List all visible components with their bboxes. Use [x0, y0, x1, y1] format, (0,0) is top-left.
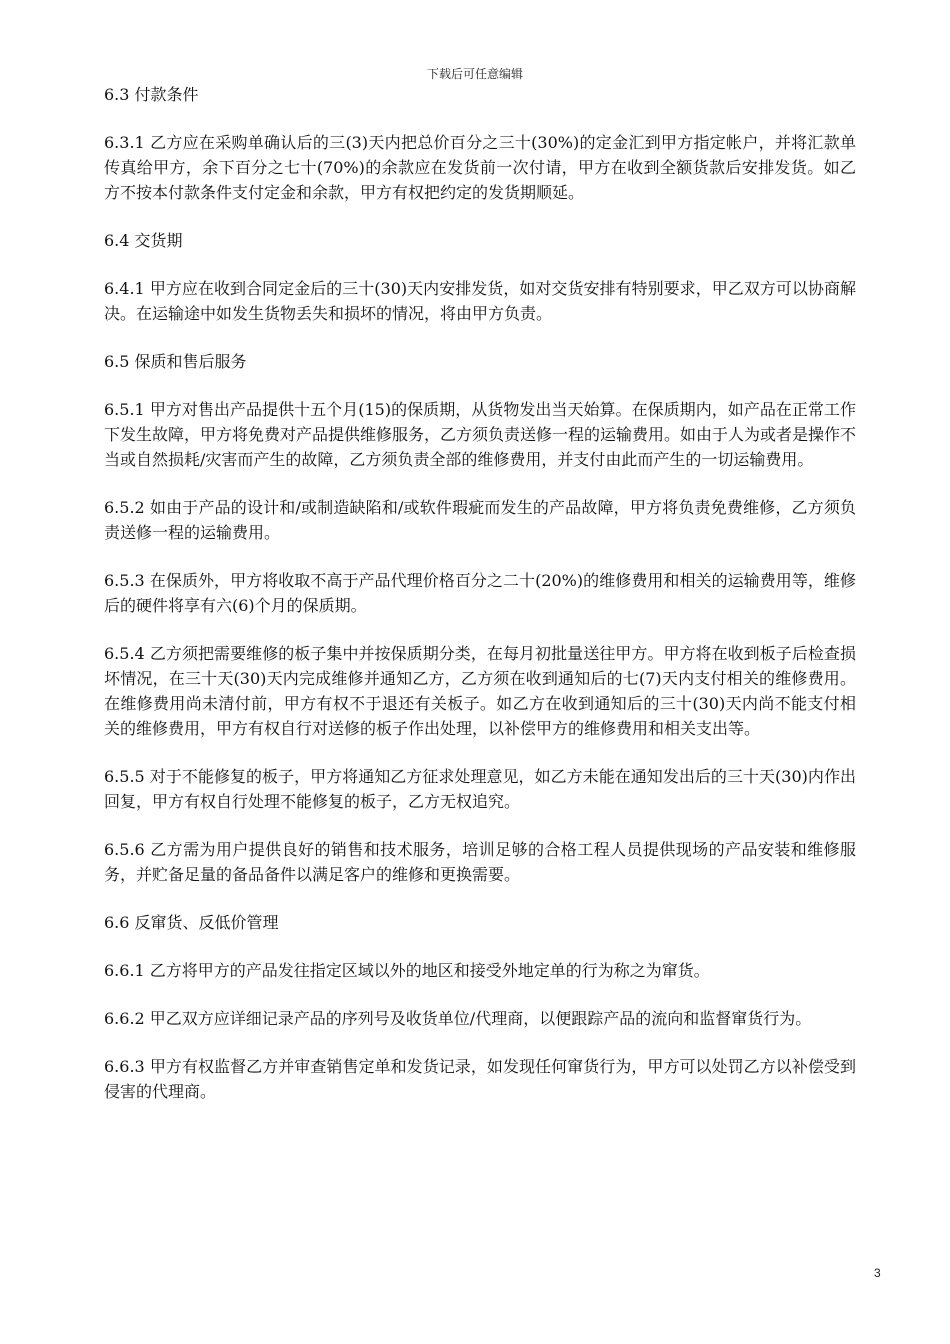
clause-6-4-1: 6.4.1 甲方应在收到合同定金后的三十(30)天内安排发货，如对交货安排有特别要求，甲乙双方可以协商解决。在运输途中如发生货物丢失和损坏的情况，将由甲方负责。 [104, 279, 856, 323]
section-heading-6-4: 6.4 交货期 [104, 231, 183, 250]
section-heading-6-6: 6.6 反窜货、反低价管理 [104, 913, 279, 932]
clause-6-6-3: 6.6.3 甲方有权监督乙方并审查销售定单和发货记录，如发现任何窜货行为，甲方可以处罚乙方以补偿受到侵害的代理商。 [104, 1057, 856, 1101]
document-body [104, 82, 856, 1127]
page-header-note: 下载后可任意编辑 [426, 67, 523, 81]
clause-6-5-5: 6.5.5 对于不能修复的板子，甲方将通知乙方征求处理意见，如乙方未能在通知发出后的三十天(30)内作出回复，甲方有权自行处理不能修复的板子，乙方无权追究。 [104, 767, 856, 811]
page-number: 3 [874, 1266, 881, 1280]
clause-6-5-4: 6.5.4 乙方须把需要维修的板子集中并按保质期分类，在每月初批量送往甲方。甲方将在收到板子后检查损坏情况，在三十天(30)天内完成维修并通知乙方，乙方须在收到通知后的七(7)天内支付相关的维修费用。在维修费用尚未清付前，甲方有权不于退还有关板子。如乙方在收到通知后的三十(30)天内尚不能支付相关的维修费用，甲方有权自行对送修的板子作出处理，以补偿甲方的维修费用和相关支出等。 [104, 644, 856, 738]
section-heading-6-3: 6.3 付款条件 [104, 85, 199, 104]
clause-6-5-2: 6.5.2 如由于产品的设计和/或制造缺陷和/或软件瑕疵而发生的产品故障，甲方将负责免费维修，乙方须负责送修一程的运输费用。 [104, 498, 856, 542]
clause-6-5-6: 6.5.6 乙方需为用户提供良好的销售和技术服务，培训足够的合格工程人员提供现场的产品安装和维修服务，并贮备足量的备品备件以满足客户的维修和更换需要。 [104, 840, 856, 884]
clause-6-6-1: 6.6.1 乙方将甲方的产品发往指定区域以外的地区和接受外地定单的行为称之为窜货。 [104, 961, 710, 980]
clause-6-5-1: 6.5.1 甲方对售出产品提供十五个月(15)的保质期，从货物发出当天始算。在保质期内，如产品在正常工作下发生故障，甲方将免费对产品提供维修服务，乙方须负责送修一程的运输费用。如由于人为或者是操作不当或自然损耗/灾害而产生的故障，乙方须负责全部的维修费用，并支付由此而产生的一切运输费用。 [104, 400, 857, 469]
clause-6-5-3: 6.5.3 在保质外，甲方将收取不高于产品代理价格百分之二十(20%)的维修费用和相关的运输费用等，维修后的硬件将享有六(6)个月的保质期。 [104, 571, 856, 615]
section-heading-6-5: 6.5 保质和售后服务 [104, 352, 247, 371]
clause-6-6-2: 6.6.2 甲乙双方应详细记录产品的序列号及收货单位/代理商，以便跟踪产品的流向和监督窜货行为。 [104, 1009, 812, 1028]
clause-6-3-1: 6.3.1 乙方应在采购单确认后的三(3)天内把总价百分之三十(30%)的定金汇到甲方指定帐户，并将汇款单传真给甲方，余下百分之七十(70%)的余款应在发货前一次付请，甲方在收到全额货款后安排发货。如乙方不按本付款条件支付定金和余款，甲方有权把约定的发货期顺延。 [104, 133, 856, 202]
